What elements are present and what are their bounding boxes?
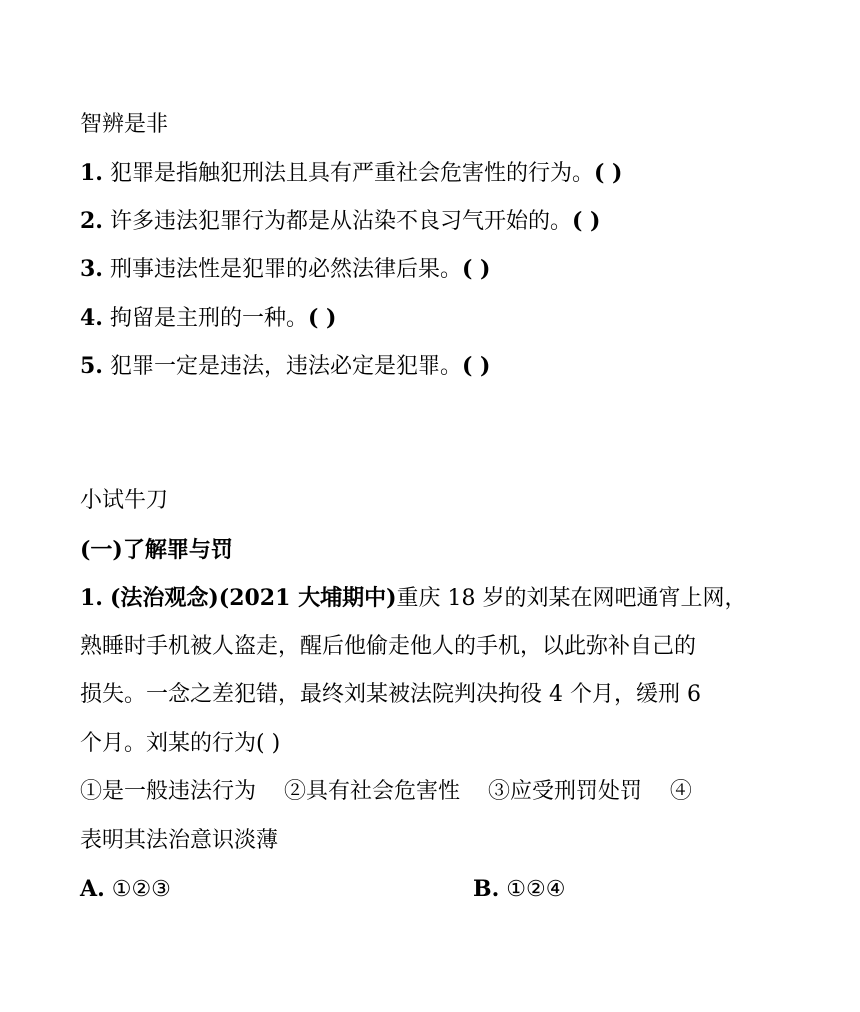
judge-item-4	[80, 303, 336, 334]
subsection-heading: (一)了解罪与罚	[80, 537, 233, 563]
item-text: 犯罪是指触犯刑法且具有严重社会危害性的行为。	[109, 161, 594, 186]
item-text: 拘留是主刑的一种。	[109, 306, 308, 331]
answer-paren[interactable]: ( )	[593, 160, 623, 186]
question-line-3: 损失。一念之差犯错，最终刘某被法院判决拘役 4 个月，缓刑 6	[80, 682, 701, 707]
answer-paren[interactable]: ( )	[307, 305, 337, 331]
option-b[interactable]	[473, 874, 565, 905]
option-a-label: A.	[80, 876, 105, 902]
question-line-2: 熟睡时手机被人盗走，醒后他偷走他人的手机，以此弥补自己的	[80, 634, 697, 659]
question-line-1	[80, 583, 746, 614]
statements-line-1: ①是一般违法行为 ②具有社会危害性 ③应受刑罚处罚 ④	[80, 779, 692, 804]
item-number: 5.	[80, 353, 103, 379]
question-line-4: 个月。刘某的行为( )	[80, 731, 281, 756]
section-heading-practice: 小试牛刀	[80, 488, 169, 513]
answer-paren[interactable]: ( )	[461, 353, 491, 379]
judge-item-3	[80, 254, 490, 285]
item-text: 许多违法犯罪行为都是从沾染不良习气开始的。	[109, 209, 572, 234]
item-number: 4.	[80, 305, 103, 331]
option-a-text: ①②③	[111, 877, 171, 902]
judge-item-2	[80, 206, 600, 237]
question-number: 1.	[80, 585, 103, 611]
item-text: 犯罪一定是违法，违法必定是犯罪。	[109, 354, 462, 379]
question-source: (法治观念)(2021 大埔期中)	[109, 585, 397, 611]
option-b-label: B.	[473, 876, 500, 902]
item-number: 3.	[80, 256, 103, 282]
option-a[interactable]	[80, 874, 171, 905]
item-number: 1.	[80, 160, 103, 186]
section-heading-judge: 智辨是非	[80, 112, 169, 137]
answer-paren[interactable]: ( )	[461, 256, 491, 282]
answer-paren[interactable]: ( )	[571, 208, 601, 234]
judge-item-5	[80, 351, 490, 382]
question-text: 重庆 18 岁的刘某在网吧通宵上网，	[396, 586, 747, 611]
option-b-text: ①②④	[506, 877, 566, 902]
statements-line-2: 表明其法治意识淡薄	[80, 828, 279, 853]
judge-item-1	[80, 158, 622, 189]
item-text: 刑事违法性是犯罪的必然法律后果。	[109, 257, 462, 282]
item-number: 2.	[80, 208, 103, 234]
